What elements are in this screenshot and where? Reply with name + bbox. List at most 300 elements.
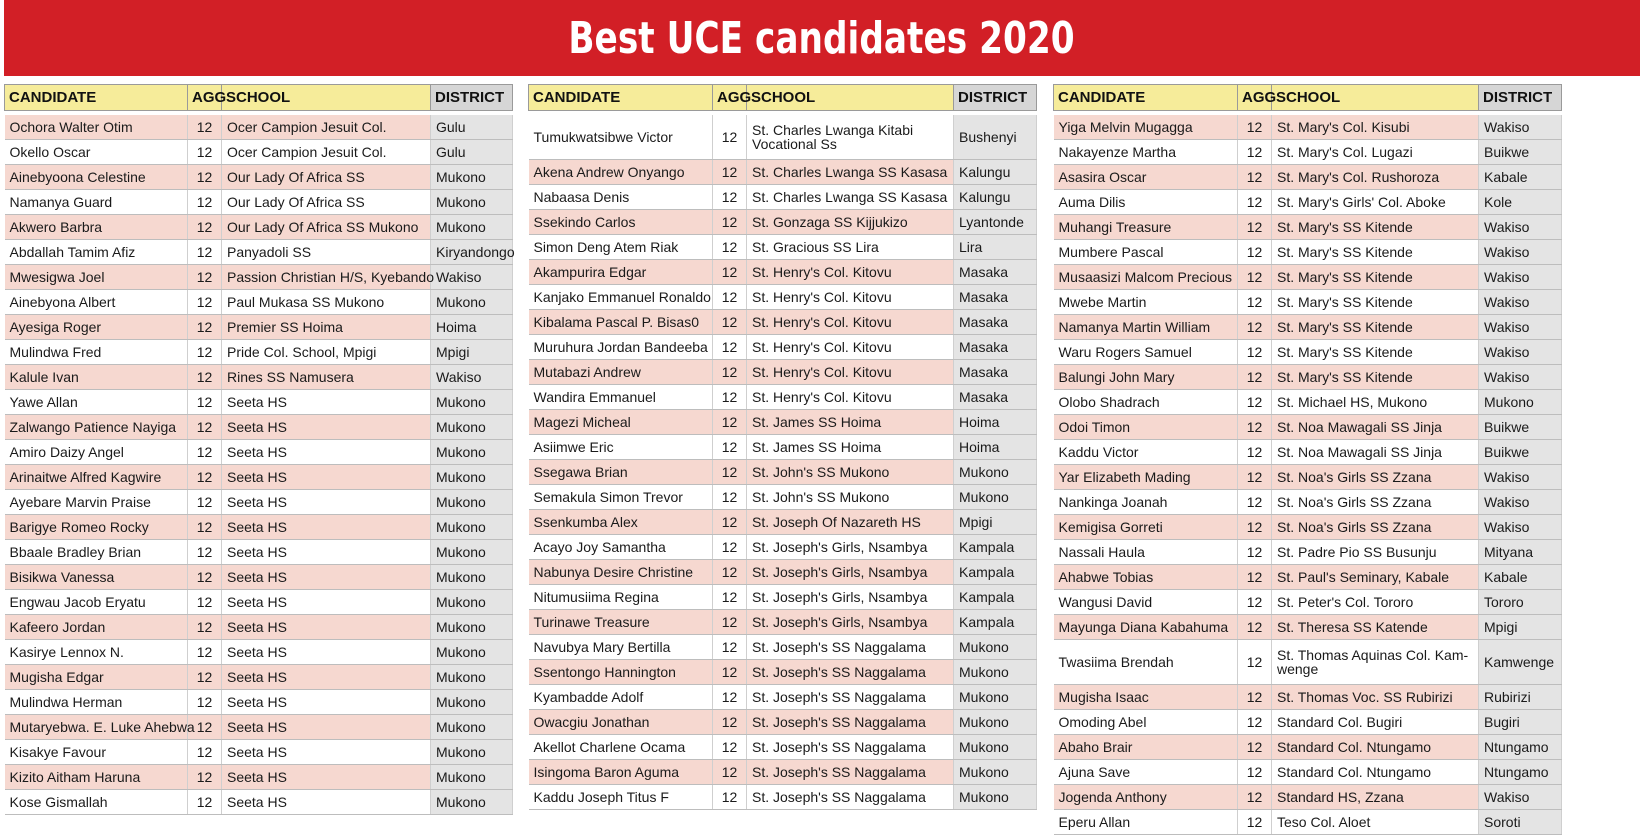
candidate-name: Ayebare Marvin Praise	[5, 490, 188, 515]
aggregate: 12	[1238, 565, 1272, 590]
school-name: St. Mary's SS Kitende	[1272, 265, 1479, 290]
district-name: Wakiso	[1479, 315, 1562, 340]
aggregate: 12	[1238, 365, 1272, 390]
district-name: Mukono	[431, 465, 513, 490]
aggregate: 12	[713, 260, 747, 285]
aggregate: 12	[188, 190, 222, 215]
table-row	[529, 485, 1037, 510]
candidate-name: Nabaasa Denis	[529, 185, 713, 210]
table-row	[5, 640, 513, 665]
district-name: Lyantonde	[954, 210, 1037, 235]
school-name: St. Joseph's SS Naggalama	[747, 660, 954, 685]
table-row	[529, 160, 1037, 185]
school-name: Teso Col. Aloet	[1272, 810, 1479, 835]
district-name: Mukono	[431, 715, 513, 740]
candidate-name: Bisikwa Vanessa	[5, 565, 188, 590]
candidate-name: Mugisha Isaac	[1054, 685, 1238, 710]
district-name: Buikwe	[1479, 440, 1562, 465]
candidate-name: Navubya Mary Bertilla	[529, 635, 713, 660]
table-row	[5, 665, 513, 690]
school-name: Standard Col. Ntungamo	[1272, 760, 1479, 785]
school-name: Seeta HS	[222, 740, 431, 765]
aggregate: 12	[713, 635, 747, 660]
school-name: Rines SS Namusera	[222, 365, 431, 390]
aggregate: 12	[188, 165, 222, 190]
district-name: Rubirizi	[1479, 685, 1562, 710]
district-name: Wakiso	[1479, 490, 1562, 515]
aggregate: 12	[188, 465, 222, 490]
aggregate: 12	[188, 590, 222, 615]
school-name: Premier SS Hoima	[222, 315, 431, 340]
district-name: Mukono	[431, 565, 513, 590]
aggregate: 12	[713, 510, 747, 535]
school-name: St. Michael HS, Mukono	[1272, 390, 1479, 415]
candidates-table	[4, 84, 513, 815]
district-name: Mukono	[954, 760, 1037, 785]
candidate-name: Nakayenze Martha	[1054, 140, 1238, 165]
school-name: Seeta HS	[222, 790, 431, 815]
aggregate: 12	[1238, 165, 1272, 190]
school-name: St. James SS Hoima	[747, 410, 954, 435]
table-row	[529, 285, 1037, 310]
school-name: St. Mary's Col. Rushoroza	[1272, 165, 1479, 190]
school-name: Our Lady Of Africa SS	[222, 190, 431, 215]
table-row	[1054, 315, 1562, 340]
aggregate: 12	[1238, 290, 1272, 315]
candidate-name: Mayunga Diana Kabahuma	[1054, 615, 1238, 640]
candidate-name: Auma Dilis	[1054, 190, 1238, 215]
district-name: Masaka	[954, 360, 1037, 385]
school-name: Seeta HS	[222, 590, 431, 615]
aggregate: 12	[1238, 640, 1272, 685]
candidate-name: Namanya Martin William	[1054, 315, 1238, 340]
candidate-name: Kose Gismallah	[5, 790, 188, 815]
table-row	[529, 360, 1037, 385]
candidate-name: Kemigisa Gorreti	[1054, 515, 1238, 540]
table-row	[5, 140, 513, 165]
candidate-name: Wangusi David	[1054, 590, 1238, 615]
school-name: St. Mary's SS Kitende	[1272, 340, 1479, 365]
school-name: St. Noa's Girls SS Zzana	[1272, 515, 1479, 540]
school-name: St. Mary's SS Kitende	[1272, 240, 1479, 265]
header-candidate: CANDIDATE	[529, 85, 713, 111]
candidate-name: Ochora Walter Otim	[5, 115, 188, 140]
school-name: St. Noa's Girls SS Zzana	[1272, 490, 1479, 515]
table-row	[529, 510, 1037, 535]
district-name: Kalungu	[954, 185, 1037, 210]
school-name: St. Noa's Girls SS Zzana	[1272, 465, 1479, 490]
district-name: Mukono	[954, 635, 1037, 660]
school-name: St. Charles Lwanga SS Kasasa	[747, 160, 954, 185]
aggregate: 12	[1238, 515, 1272, 540]
table-column-2	[528, 84, 1036, 810]
aggregate: 12	[713, 335, 747, 360]
table-row	[1054, 415, 1562, 440]
school-name: Seeta HS	[222, 715, 431, 740]
table-row	[5, 215, 513, 240]
table-row	[5, 240, 513, 265]
school-name: St. Joseph's Girls, Nsambya	[747, 535, 954, 560]
table-row	[1054, 190, 1562, 215]
school-name: St. Joseph Of Nazareth HS	[747, 510, 954, 535]
candidate-name: Yawe Allan	[5, 390, 188, 415]
table-row	[5, 390, 513, 415]
candidate-name: Turinawe Treasure	[529, 610, 713, 635]
table-row	[5, 340, 513, 365]
table-row	[529, 260, 1037, 285]
table-row	[529, 435, 1037, 460]
candidate-name: Kyambadde Adolf	[529, 685, 713, 710]
table-row	[5, 465, 513, 490]
school-name: St. Henry's Col. Kitovu	[747, 335, 954, 360]
table-row	[1054, 140, 1562, 165]
school-name: St. Gonzaga SS Kijjukizo	[747, 210, 954, 235]
school-name: St. Thomas Aquinas Col. Kam-wenge	[1272, 640, 1479, 685]
aggregate: 12	[188, 640, 222, 665]
school-name: St. James SS Hoima	[747, 435, 954, 460]
district-name: Mukono	[431, 515, 513, 540]
header-school: SCHOOL	[222, 85, 431, 111]
aggregate: 12	[713, 385, 747, 410]
district-name: Mukono	[431, 215, 513, 240]
aggregate: 12	[713, 210, 747, 235]
aggregate: 12	[188, 690, 222, 715]
table-row	[5, 415, 513, 440]
district-name: Mukono	[954, 685, 1037, 710]
candidate-name: Ainebyona Albert	[5, 290, 188, 315]
candidate-name: Omoding Abel	[1054, 710, 1238, 735]
table-row	[1054, 735, 1562, 760]
district-name: Kole	[1479, 190, 1562, 215]
candidate-name: Ssegawa Brian	[529, 460, 713, 485]
header-agg: AGG	[188, 85, 222, 111]
district-name: Kiryandongo	[431, 240, 513, 265]
table-row	[1054, 590, 1562, 615]
aggregate: 12	[188, 515, 222, 540]
district-name: Mukono	[1479, 390, 1562, 415]
table-row	[529, 785, 1037, 810]
school-name: Passion Christian H/S, Kyebando	[222, 265, 431, 290]
table-row	[1054, 810, 1562, 835]
table-row	[5, 690, 513, 715]
aggregate: 12	[188, 140, 222, 165]
school-name: St. Thomas Voc. SS Rubirizi	[1272, 685, 1479, 710]
school-name: St. Joseph's SS Naggalama	[747, 760, 954, 785]
table-row	[529, 410, 1037, 435]
district-name: Mukono	[431, 290, 513, 315]
school-name: Seeta HS	[222, 490, 431, 515]
table-row	[529, 660, 1037, 685]
aggregate: 12	[713, 285, 747, 310]
aggregate: 12	[713, 310, 747, 335]
district-name: Mukono	[431, 665, 513, 690]
school-name: St. Henry's Col. Kitovu	[747, 285, 954, 310]
candidate-name: Ayesiga Roger	[5, 315, 188, 340]
district-name: Wakiso	[1479, 340, 1562, 365]
candidate-name: Ainebyoona Celestine	[5, 165, 188, 190]
table-row	[1054, 240, 1562, 265]
candidate-name: Acayo Joy Samantha	[529, 535, 713, 560]
candidate-name: Nitumusiima Regina	[529, 585, 713, 610]
table-row	[5, 765, 513, 790]
aggregate: 12	[713, 660, 747, 685]
candidate-name: Akampurira Edgar	[529, 260, 713, 285]
table-row	[1054, 265, 1562, 290]
district-name: Kampala	[954, 610, 1037, 635]
aggregate: 12	[188, 740, 222, 765]
candidate-name: Asiimwe Eric	[529, 435, 713, 460]
district-name: Mpigi	[954, 510, 1037, 535]
district-name: Wakiso	[1479, 290, 1562, 315]
candidate-name: Mutabazi Andrew	[529, 360, 713, 385]
district-name: Masaka	[954, 335, 1037, 360]
aggregate: 12	[713, 235, 747, 260]
aggregate: 12	[713, 610, 747, 635]
table-row	[529, 635, 1037, 660]
table-row	[1054, 640, 1562, 685]
aggregate: 12	[713, 685, 747, 710]
district-name: Mukono	[431, 165, 513, 190]
candidate-name: Simon Deng Atem Riak	[529, 235, 713, 260]
candidate-name: Barigye Romeo Rocky	[5, 515, 188, 540]
school-name: St. Mary's SS Kitende	[1272, 290, 1479, 315]
aggregate: 12	[188, 490, 222, 515]
candidate-name: Twasiima Brendah	[1054, 640, 1238, 685]
school-name: Ocer Campion Jesuit Col.	[222, 115, 431, 140]
district-name: Wakiso	[1479, 365, 1562, 390]
school-name: St. Charles Lwanga Kitabi Vocational Ss	[747, 115, 954, 160]
candidate-name: Semakula Simon Trevor	[529, 485, 713, 510]
aggregate: 12	[188, 340, 222, 365]
district-name: Kalungu	[954, 160, 1037, 185]
aggregate: 12	[713, 560, 747, 585]
candidate-name: Muhangi Treasure	[1054, 215, 1238, 240]
table-row	[1054, 390, 1562, 415]
district-name: Mukono	[431, 790, 513, 815]
school-name: Seeta HS	[222, 540, 431, 565]
aggregate: 12	[1238, 390, 1272, 415]
district-name: Gulu	[431, 140, 513, 165]
candidate-name: Zalwango Patience Nayiga	[5, 415, 188, 440]
school-name: Standard Col. Bugiri	[1272, 710, 1479, 735]
aggregate: 12	[188, 315, 222, 340]
school-name: St. Joseph's SS Naggalama	[747, 785, 954, 810]
table-row	[1054, 215, 1562, 240]
header-agg: AGG	[713, 85, 747, 111]
district-name: Mukono	[954, 735, 1037, 760]
district-name: Wakiso	[1479, 465, 1562, 490]
aggregate: 12	[188, 290, 222, 315]
aggregate: 12	[713, 760, 747, 785]
table-row	[5, 790, 513, 815]
district-name: Hoima	[954, 410, 1037, 435]
candidate-name: Balungi John Mary	[1054, 365, 1238, 390]
table-row	[1054, 565, 1562, 590]
table-header-row	[5, 85, 513, 111]
aggregate: 12	[188, 390, 222, 415]
candidate-name: Jogenda Anthony	[1054, 785, 1238, 810]
school-name: Panyadoli SS	[222, 240, 431, 265]
aggregate: 12	[188, 365, 222, 390]
school-name: Our Lady Of Africa SS Mukono	[222, 215, 431, 240]
header-district: DISTRICT	[1479, 85, 1562, 111]
aggregate: 12	[713, 585, 747, 610]
aggregate: 12	[1238, 240, 1272, 265]
candidate-name: Wandira Emmanuel	[529, 385, 713, 410]
candidate-name: Owacgiu Jonathan	[529, 710, 713, 735]
table-row	[529, 185, 1037, 210]
table-row	[5, 715, 513, 740]
table-row	[529, 560, 1037, 585]
table-row	[5, 190, 513, 215]
aggregate: 12	[713, 160, 747, 185]
school-name: St. Theresa SS Katende	[1272, 615, 1479, 640]
district-name: Wakiso	[431, 365, 513, 390]
aggregate: 12	[188, 715, 222, 740]
candidate-name: Namanya Guard	[5, 190, 188, 215]
school-name: St. John's SS Mukono	[747, 460, 954, 485]
district-name: Kabale	[1479, 565, 1562, 590]
candidate-name: Yar Elizabeth Mading	[1054, 465, 1238, 490]
district-name: Mukono	[431, 740, 513, 765]
aggregate: 12	[713, 435, 747, 460]
table-row	[5, 440, 513, 465]
aggregate: 12	[1238, 340, 1272, 365]
aggregate: 12	[1238, 215, 1272, 240]
table-row	[5, 590, 513, 615]
table-row	[1054, 290, 1562, 315]
candidate-name: Mulindwa Fred	[5, 340, 188, 365]
table-row	[529, 735, 1037, 760]
school-name: Ocer Campion Jesuit Col.	[222, 140, 431, 165]
table-row	[1054, 490, 1562, 515]
school-name: St. Henry's Col. Kitovu	[747, 310, 954, 335]
candidate-name: Tumukwatsibwe Victor	[529, 115, 713, 160]
candidate-name: Ajuna Save	[1054, 760, 1238, 785]
aggregate: 12	[713, 785, 747, 810]
candidate-name: Isingoma Baron Aguma	[529, 760, 713, 785]
table-row	[1054, 340, 1562, 365]
aggregate: 12	[713, 485, 747, 510]
aggregate: 12	[1238, 685, 1272, 710]
aggregate: 12	[1238, 810, 1272, 835]
table-row	[1054, 115, 1562, 140]
school-name: St. Joseph's SS Naggalama	[747, 685, 954, 710]
table-row	[5, 365, 513, 390]
table-row	[529, 585, 1037, 610]
district-name: Mukono	[431, 640, 513, 665]
aggregate: 12	[1238, 590, 1272, 615]
district-name: Mukono	[431, 190, 513, 215]
district-name: Mukono	[954, 460, 1037, 485]
table-row	[5, 290, 513, 315]
table-row	[529, 760, 1037, 785]
district-name: Wakiso	[1479, 785, 1562, 810]
header-agg: AGG	[1238, 85, 1272, 111]
school-name: Seeta HS	[222, 665, 431, 690]
district-name: Buikwe	[1479, 140, 1562, 165]
table-row	[5, 515, 513, 540]
table-row	[1054, 440, 1562, 465]
table-row	[5, 315, 513, 340]
aggregate: 12	[713, 535, 747, 560]
district-name: Masaka	[954, 385, 1037, 410]
aggregate: 12	[713, 710, 747, 735]
table-row	[1054, 540, 1562, 565]
aggregate: 12	[188, 115, 222, 140]
table-row	[529, 610, 1037, 635]
school-name: Standard Col. Ntungamo	[1272, 735, 1479, 760]
school-name: Standard HS, Zzana	[1272, 785, 1479, 810]
candidate-name: Akwero Barbra	[5, 215, 188, 240]
aggregate: 12	[1238, 785, 1272, 810]
table-row	[529, 335, 1037, 360]
district-name: Mukono	[431, 440, 513, 465]
candidate-name: Ssentongo Hannington	[529, 660, 713, 685]
school-name: St. Henry's Col. Kitovu	[747, 260, 954, 285]
table-row	[529, 710, 1037, 735]
candidate-name: Ahabwe Tobias	[1054, 565, 1238, 590]
district-name: Kabale	[1479, 165, 1562, 190]
candidates-table	[1053, 84, 1562, 835]
candidate-name: Kibalama Pascal P. Bisas0	[529, 310, 713, 335]
district-name: Mukono	[954, 785, 1037, 810]
district-name: Mukono	[954, 660, 1037, 685]
school-name: St. Mary's Col. Lugazi	[1272, 140, 1479, 165]
district-name: Mukono	[431, 490, 513, 515]
candidate-name: Abdallah Tamim Afiz	[5, 240, 188, 265]
aggregate: 12	[1238, 265, 1272, 290]
candidate-name: Ssekindo Carlos	[529, 210, 713, 235]
table-row	[529, 385, 1037, 410]
candidate-name: Muruhura Jordan Bandeeba	[529, 335, 713, 360]
table-row	[1054, 785, 1562, 810]
district-name: Mukono	[431, 690, 513, 715]
candidate-name: Engwau Jacob Eryatu	[5, 590, 188, 615]
table-row	[5, 740, 513, 765]
table-row	[5, 565, 513, 590]
school-name: St. Joseph's Girls, Nsambya	[747, 610, 954, 635]
district-name: Mpigi	[431, 340, 513, 365]
aggregate: 12	[713, 460, 747, 485]
candidate-name: Magezi Micheal	[529, 410, 713, 435]
district-name: Mukono	[954, 710, 1037, 735]
district-name: Ntungamo	[1479, 760, 1562, 785]
aggregate: 12	[188, 215, 222, 240]
school-name: Seeta HS	[222, 465, 431, 490]
district-name: Hoima	[431, 315, 513, 340]
district-name: Mukono	[431, 540, 513, 565]
title-banner	[4, 0, 1640, 76]
aggregate: 12	[188, 240, 222, 265]
district-name: Wakiso	[1479, 515, 1562, 540]
district-name: Mukono	[431, 390, 513, 415]
table-row	[529, 235, 1037, 260]
district-name: Bushenyi	[954, 115, 1037, 160]
candidate-name: Asasira Oscar	[1054, 165, 1238, 190]
aggregate: 12	[713, 410, 747, 435]
district-name: Ntungamo	[1479, 735, 1562, 760]
page-title: Best UCE candidates 2020	[568, 12, 1076, 64]
table-row	[5, 490, 513, 515]
candidate-name: Nabunya Desire Christine	[529, 560, 713, 585]
table-row	[5, 615, 513, 640]
district-name: Tororo	[1479, 590, 1562, 615]
district-name: Wakiso	[1479, 240, 1562, 265]
aggregate: 12	[188, 790, 222, 815]
aggregate: 12	[1238, 465, 1272, 490]
school-name: St. Mary's SS Kitende	[1272, 365, 1479, 390]
